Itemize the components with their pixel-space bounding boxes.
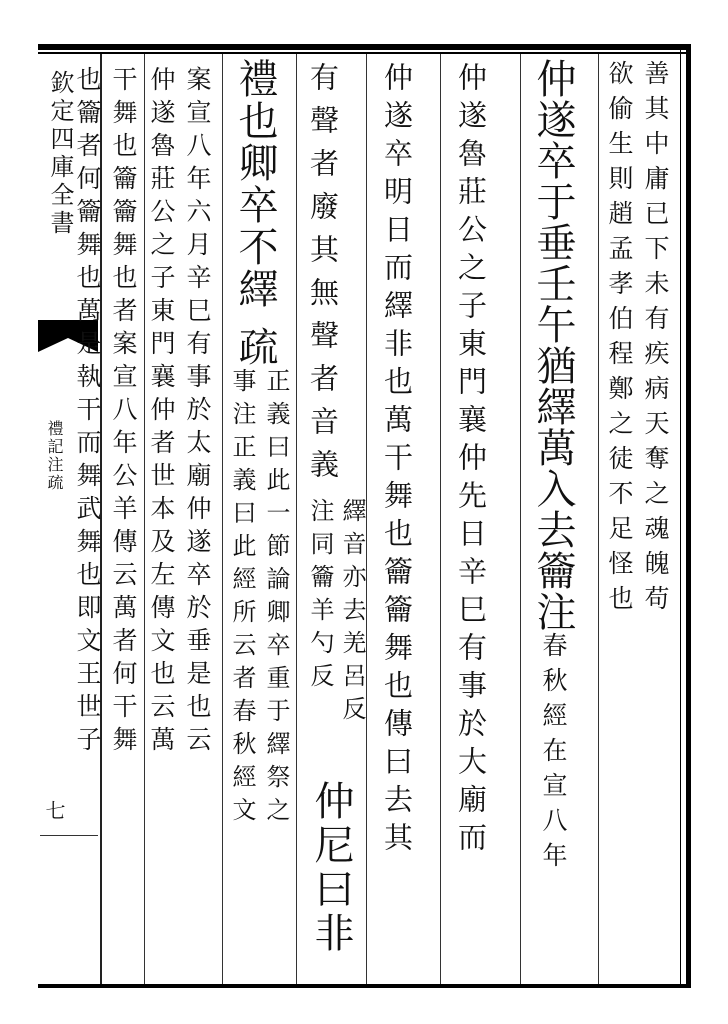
column-rule xyxy=(296,54,297,984)
margin-divider xyxy=(40,835,98,836)
text-column-1: 善其中庸已下未有疾病天奪之魂魄苟 xyxy=(641,60,670,620)
column-rule xyxy=(144,54,145,984)
text-column-6: 有聲者廢其無聲者音義 xyxy=(306,62,340,492)
main-text-segment: 仲遂卒于垂壬午猶繹萬入去籥 xyxy=(530,58,576,591)
margin-page-number: 七 xyxy=(42,800,66,820)
sub-note-left: 注同籥羊勺反 xyxy=(306,498,334,696)
text-column-12: 也籥者何籥舞也萬是執干而舞武舞也即文王世子 xyxy=(73,66,102,759)
column-rule xyxy=(440,54,441,984)
text-column-11: 干舞也籥籥舞也者案宣八年公羊傳云萬者何干舞 xyxy=(109,66,138,759)
text-column-5: 仲遂卒明日而繹非也萬干舞也籥籥舞也傳曰去其 xyxy=(380,62,414,860)
page-frame-bottom xyxy=(38,984,688,988)
note-marker: 注 xyxy=(530,591,576,632)
main-text-segment: 禮也卿卒不繹 xyxy=(232,58,278,310)
margin-book-title: 禮記注疏 xyxy=(45,420,64,492)
text-column-4: 仲遂魯莊公之子東門襄仲先日辛巳有事於大廟而 xyxy=(454,62,488,860)
page-frame-top xyxy=(38,44,688,50)
text-column-2: 欲偷生則趙孟孝伯程鄭之徒不足怪也 xyxy=(605,60,634,620)
page-frame-right-inner xyxy=(680,50,681,986)
sub-note-right: 繹音亦去羌呂反 xyxy=(338,498,366,729)
commentary-marker: 疏 xyxy=(232,326,278,367)
text-column-3 xyxy=(530,58,576,877)
page-frame-right xyxy=(686,44,691,988)
column-rule xyxy=(520,54,521,984)
main-text-segment: 仲尼曰非 xyxy=(308,780,354,956)
page-frame-top-inner xyxy=(38,52,688,54)
commentary-segment: 春秋經在宣八年 xyxy=(539,632,568,877)
column-rule xyxy=(366,54,367,984)
column-rule xyxy=(598,54,599,984)
text-column-9: 案宣八年六月辛巳有事於太廟仲遂卒於垂是也云 xyxy=(183,66,212,759)
text-column-10: 仲遂魯莊公之子東門襄仲者世本及左傳文也云萬 xyxy=(147,66,176,759)
column-rule xyxy=(222,54,223,984)
margin-collection-title: 欽定四庫全書 xyxy=(46,70,74,238)
sub-note-left: 事注正義曰此經所云者春秋經文 xyxy=(228,368,256,830)
sub-note-right: 正義曰此一節論卿卒重于繹祭之 xyxy=(262,368,290,830)
